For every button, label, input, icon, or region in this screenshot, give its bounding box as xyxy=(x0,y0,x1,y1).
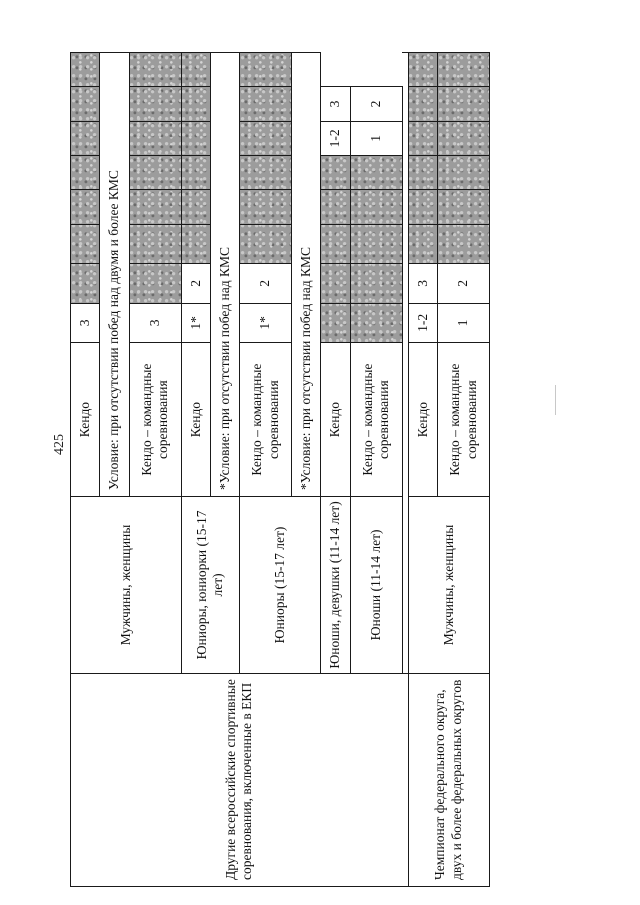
shaded-cell xyxy=(438,224,490,264)
shaded-cell xyxy=(71,190,100,224)
shaded-cell xyxy=(438,190,490,224)
place-cell: 1* xyxy=(181,303,210,343)
place-cell: 1-2 xyxy=(408,303,437,343)
place-cell: 2 xyxy=(350,87,402,121)
shaded-cell xyxy=(408,224,437,264)
shaded-cell xyxy=(240,155,292,189)
place-cell: 1* xyxy=(240,303,292,343)
table-row xyxy=(408,53,437,887)
discipline-cell: Кендо xyxy=(71,343,100,497)
category-cell: Чемпионат федерального округа, двух и более федеральных округов xyxy=(408,673,489,886)
discipline-cell: Кендо – командные соревнования xyxy=(350,343,402,497)
shaded-cell xyxy=(321,303,350,343)
rotated-table-wrapper xyxy=(70,52,490,887)
place-cell: 3 xyxy=(321,87,350,121)
scan-artifact-line xyxy=(555,385,556,415)
shaded-cell xyxy=(408,190,437,224)
group-cell: Мужчины, женщины xyxy=(408,497,489,674)
shaded-cell xyxy=(408,155,437,189)
shaded-cell xyxy=(350,264,402,304)
shaded-cell xyxy=(438,53,490,87)
shaded-cell xyxy=(129,264,181,304)
shaded-cell xyxy=(181,121,210,155)
shaded-cell xyxy=(240,190,292,224)
shaded-cell xyxy=(129,87,181,121)
shaded-cell xyxy=(240,224,292,264)
place-cell: 1 xyxy=(438,303,490,343)
discipline-cell: Кендо xyxy=(321,343,350,497)
table-row xyxy=(71,53,100,887)
shaded-cell xyxy=(129,53,181,87)
discipline-cell: Кендо – командные соревнования xyxy=(240,343,292,497)
place-cell: 2 xyxy=(181,264,210,304)
place-cell: 3 xyxy=(408,264,437,304)
shaded-cell xyxy=(408,53,437,87)
shaded-cell xyxy=(71,224,100,264)
shaded-cell xyxy=(129,224,181,264)
group-cell: Мужчины, женщины xyxy=(71,497,182,674)
shaded-cell xyxy=(71,121,100,155)
place-cell: 3 xyxy=(71,303,100,343)
shaded-cell xyxy=(408,87,437,121)
shaded-cell xyxy=(181,155,210,189)
discipline-cell: Кендо – командные соревнования xyxy=(438,343,490,497)
shaded-cell xyxy=(321,190,350,224)
place-cell: 2 xyxy=(438,264,490,304)
group-cell: Юноши (11-14 лет) xyxy=(350,497,402,674)
category-cell: Другие всероссийские спортивные соревнования, включенные в ЕКП xyxy=(71,673,409,886)
group-cell: Юниоры (15-17 лет) xyxy=(240,497,321,674)
shaded-cell xyxy=(321,155,350,189)
place-cell: 1-2 xyxy=(321,121,350,155)
discipline-cell: Кендо xyxy=(408,343,437,497)
shaded-cell xyxy=(350,224,402,264)
shaded-cell xyxy=(321,224,350,264)
condition-cell: Условие: при отсутствии побед над двумя и более КМС xyxy=(100,53,129,497)
condition-cell: *Условие: при отсутствии побед над КМС xyxy=(292,53,321,497)
shaded-cell xyxy=(350,155,402,189)
shaded-cell xyxy=(321,264,350,304)
shaded-cell xyxy=(240,53,292,87)
shaded-cell xyxy=(438,87,490,121)
competition-rank-table xyxy=(70,52,490,887)
discipline-cell: Кендо xyxy=(181,343,210,497)
shaded-cell xyxy=(71,87,100,121)
shaded-cell xyxy=(129,121,181,155)
shaded-cell xyxy=(71,155,100,189)
page-number: 425 xyxy=(52,434,67,455)
shaded-cell xyxy=(350,190,402,224)
group-cell: Юниоры, юниорки (15-17 лет) xyxy=(181,497,240,674)
shaded-cell xyxy=(71,264,100,304)
place-cell: 1 xyxy=(350,121,402,155)
group-cell: Юноши, девушки (11-14 лет) xyxy=(321,497,350,674)
shaded-cell xyxy=(408,121,437,155)
shaded-cell xyxy=(438,155,490,189)
shaded-cell xyxy=(240,87,292,121)
shaded-cell xyxy=(181,87,210,121)
shaded-cell xyxy=(129,190,181,224)
shaded-cell xyxy=(129,155,181,189)
shaded-cell xyxy=(181,224,210,264)
shaded-cell xyxy=(350,303,402,343)
shaded-cell xyxy=(240,121,292,155)
condition-cell: *Условие: при отсутствии побед над КМС xyxy=(210,53,239,497)
place-cell: 2 xyxy=(240,264,292,304)
shaded-cell xyxy=(71,53,100,87)
shaded-cell xyxy=(181,53,210,87)
place-cell: 3 xyxy=(129,303,181,343)
shaded-cell xyxy=(438,121,490,155)
shaded-cell xyxy=(181,190,210,224)
discipline-cell: Кендо – командные соревнования xyxy=(129,343,181,497)
